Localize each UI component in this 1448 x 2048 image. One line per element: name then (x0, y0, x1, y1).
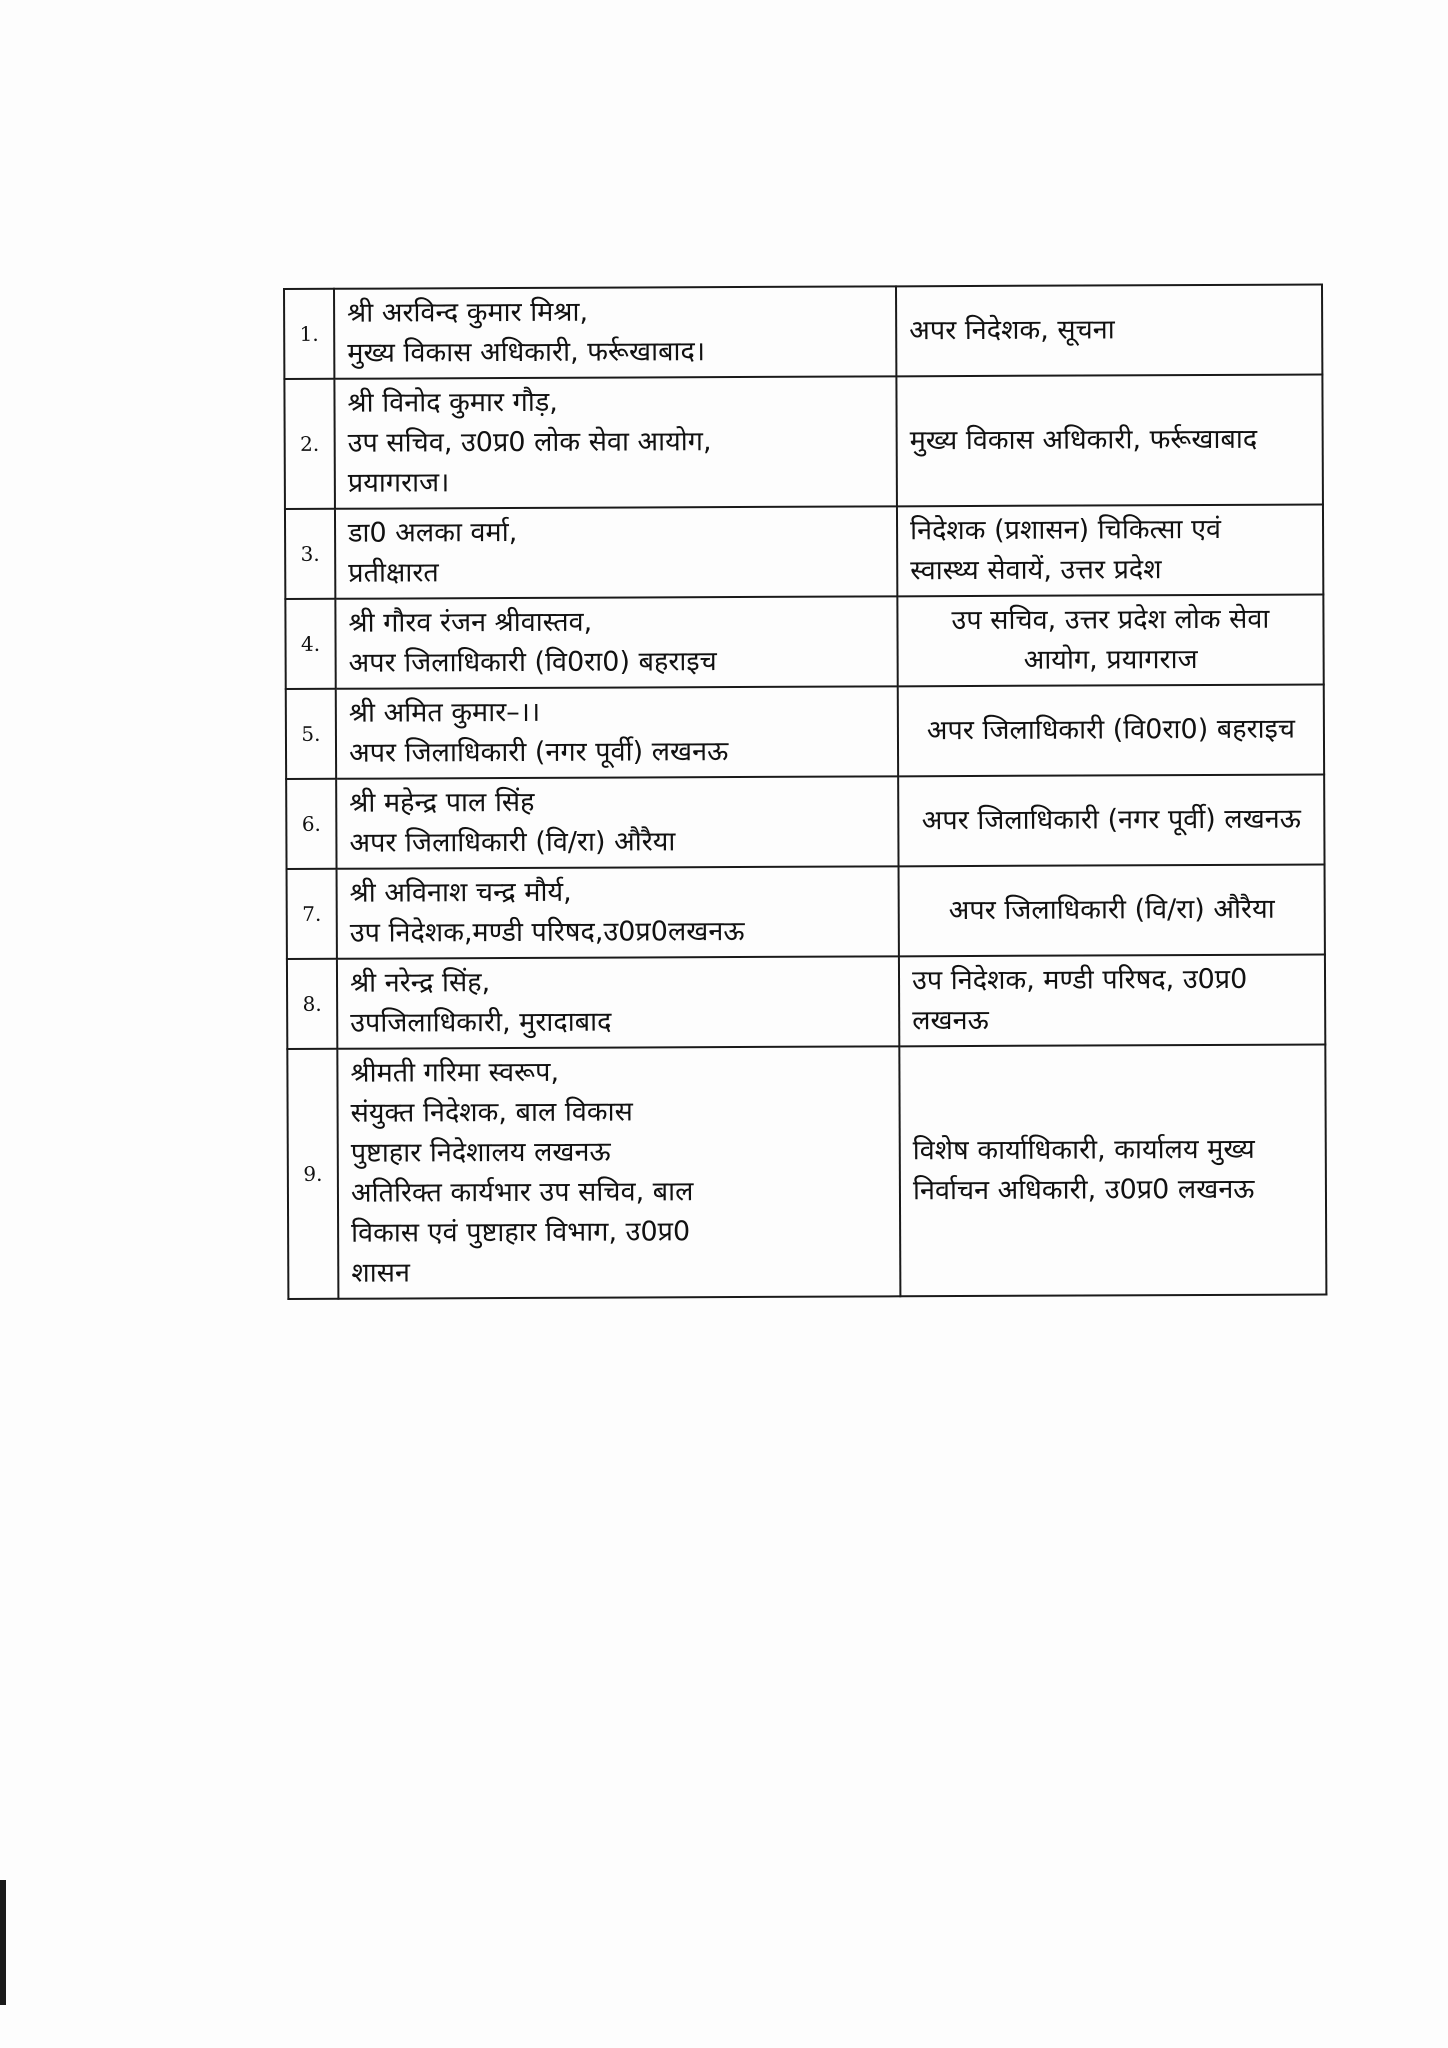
text-line: प्रतीक्षारत (348, 557, 439, 589)
text-line: निदेशक (प्रशासन) चिकित्सा एवं (909, 513, 1222, 547)
new-post (898, 684, 1324, 776)
text-line: अतिरिक्त कार्यभार उप सचिव, बाल (350, 1176, 694, 1209)
serial-number: 7. (287, 869, 337, 959)
text-line: डा0 अलका वर्मा, (348, 516, 518, 549)
officer-current-post (336, 686, 898, 778)
new-post (899, 954, 1325, 1046)
text-line: शासन (351, 1257, 410, 1289)
text-line: मुख्य विकास अधिकारी, फर्रूखाबाद। (347, 336, 706, 369)
text-line: अपर जिलाधिकारी (वि/रा) औरैया (349, 826, 676, 859)
text-line: श्री नरेन्द्र सिंह, (349, 967, 491, 999)
text-line: श्रीमती गरिमा स्वरूप, (350, 1056, 560, 1089)
table-row (287, 864, 1325, 959)
officer-current-post (334, 286, 896, 378)
text-line: विकास एवं पुष्टाहार विभाग, उ0प्र0 (351, 1216, 691, 1249)
text-line: उप सचिव, उ0प्र0 लोक सेवा आयोग, (347, 426, 712, 459)
text-line: उप निदेशक, मण्डी परिषद, उ0प्र0 (911, 963, 1248, 997)
text-line: निर्वाचन अधिकारी, उ0प्र0 लखनऊ (912, 1173, 1255, 1207)
new-post (897, 504, 1323, 596)
text-line: संयुक्त निदेशक, बाल विकास (350, 1096, 633, 1129)
table-row (285, 504, 1323, 599)
serial-number: 5. (286, 689, 336, 779)
officer-current-post (336, 776, 898, 868)
serial-number: 2. (284, 379, 335, 509)
text-line: अपर जिलाधिकारी (वि/रा) औरैया (948, 893, 1275, 927)
text-line: स्वास्थ्य सेवायें, उत्तर प्रदेश (910, 554, 1162, 587)
serial-number: 6. (286, 779, 336, 869)
officer-current-post (337, 866, 899, 958)
text-line: विशेष कार्याधिकारी, कार्यालय मुख्य (912, 1133, 1255, 1167)
table-row (284, 284, 1322, 379)
serial-number: 4. (285, 599, 335, 689)
officer-current-post (334, 376, 897, 508)
scan-edge-mark (0, 1880, 6, 2005)
text-line: अपर जिलाधिकारी (नगर पूर्वी) लखनऊ (348, 736, 729, 769)
officer-current-post (337, 956, 899, 1048)
text-line: श्री अमित कुमार–।। (348, 696, 541, 729)
table-row (286, 684, 1324, 779)
text-line: श्री महेन्द्र पाल सिंह (349, 786, 535, 819)
text-line: अपर निदेशक, सूचना (909, 314, 1115, 347)
new-post (896, 374, 1323, 506)
table-row (286, 774, 1324, 869)
text-line: उपजिलाधिकारी, मुरादाबाद (350, 1006, 612, 1039)
table-row (284, 374, 1323, 509)
text-line: अपर जिलाधिकारी (वि0रा0) बहराइच (348, 646, 717, 679)
new-post (899, 1044, 1326, 1296)
serial-number: 1. (284, 289, 334, 379)
text-line: श्री गौरव रंजन श्रीवास्तव, (348, 606, 593, 639)
transfer-table (283, 283, 1327, 1300)
table-row (285, 594, 1323, 689)
text-line: उप सचिव, उत्तर प्रदेश लोक सेवा (951, 603, 1270, 637)
table-row (287, 1044, 1326, 1299)
serial-number: 3. (285, 509, 335, 599)
new-post (899, 864, 1325, 956)
new-post (898, 774, 1324, 866)
text-line: अपर जिलाधिकारी (वि0रा0) बहराइच (926, 713, 1296, 747)
officer-current-post (335, 596, 897, 688)
new-post (897, 594, 1323, 686)
text-line: श्री अरविन्द कुमार मिश्रा, (347, 296, 589, 329)
serial-number: 9. (287, 1049, 338, 1299)
text-line: मुख्य विकास अधिकारी, फर्रूखाबाद (909, 423, 1258, 457)
officer-current-post (335, 506, 897, 598)
table-row (287, 954, 1325, 1049)
new-post (896, 284, 1322, 376)
text-line: उप निदेशक,मण्डी परिषद,उ0प्र0लखनऊ (349, 915, 745, 949)
text-line: अपर जिलाधिकारी (नगर पूर्वी) लखनऊ (921, 803, 1302, 837)
serial-number: 8. (287, 959, 337, 1049)
officer-current-post (337, 1046, 900, 1298)
text-line: लखनऊ (912, 1004, 989, 1037)
text-line: प्रयागराज। (347, 467, 450, 499)
text-line: आयोग, प्रयागराज (1023, 644, 1198, 676)
text-line: श्री अविनाश चन्द्र मौर्य, (349, 876, 572, 909)
text-line: श्री विनोद कुमार गौड़, (347, 386, 558, 419)
text-line: पुष्टाहार निदेशालय लखनऊ (350, 1136, 611, 1169)
